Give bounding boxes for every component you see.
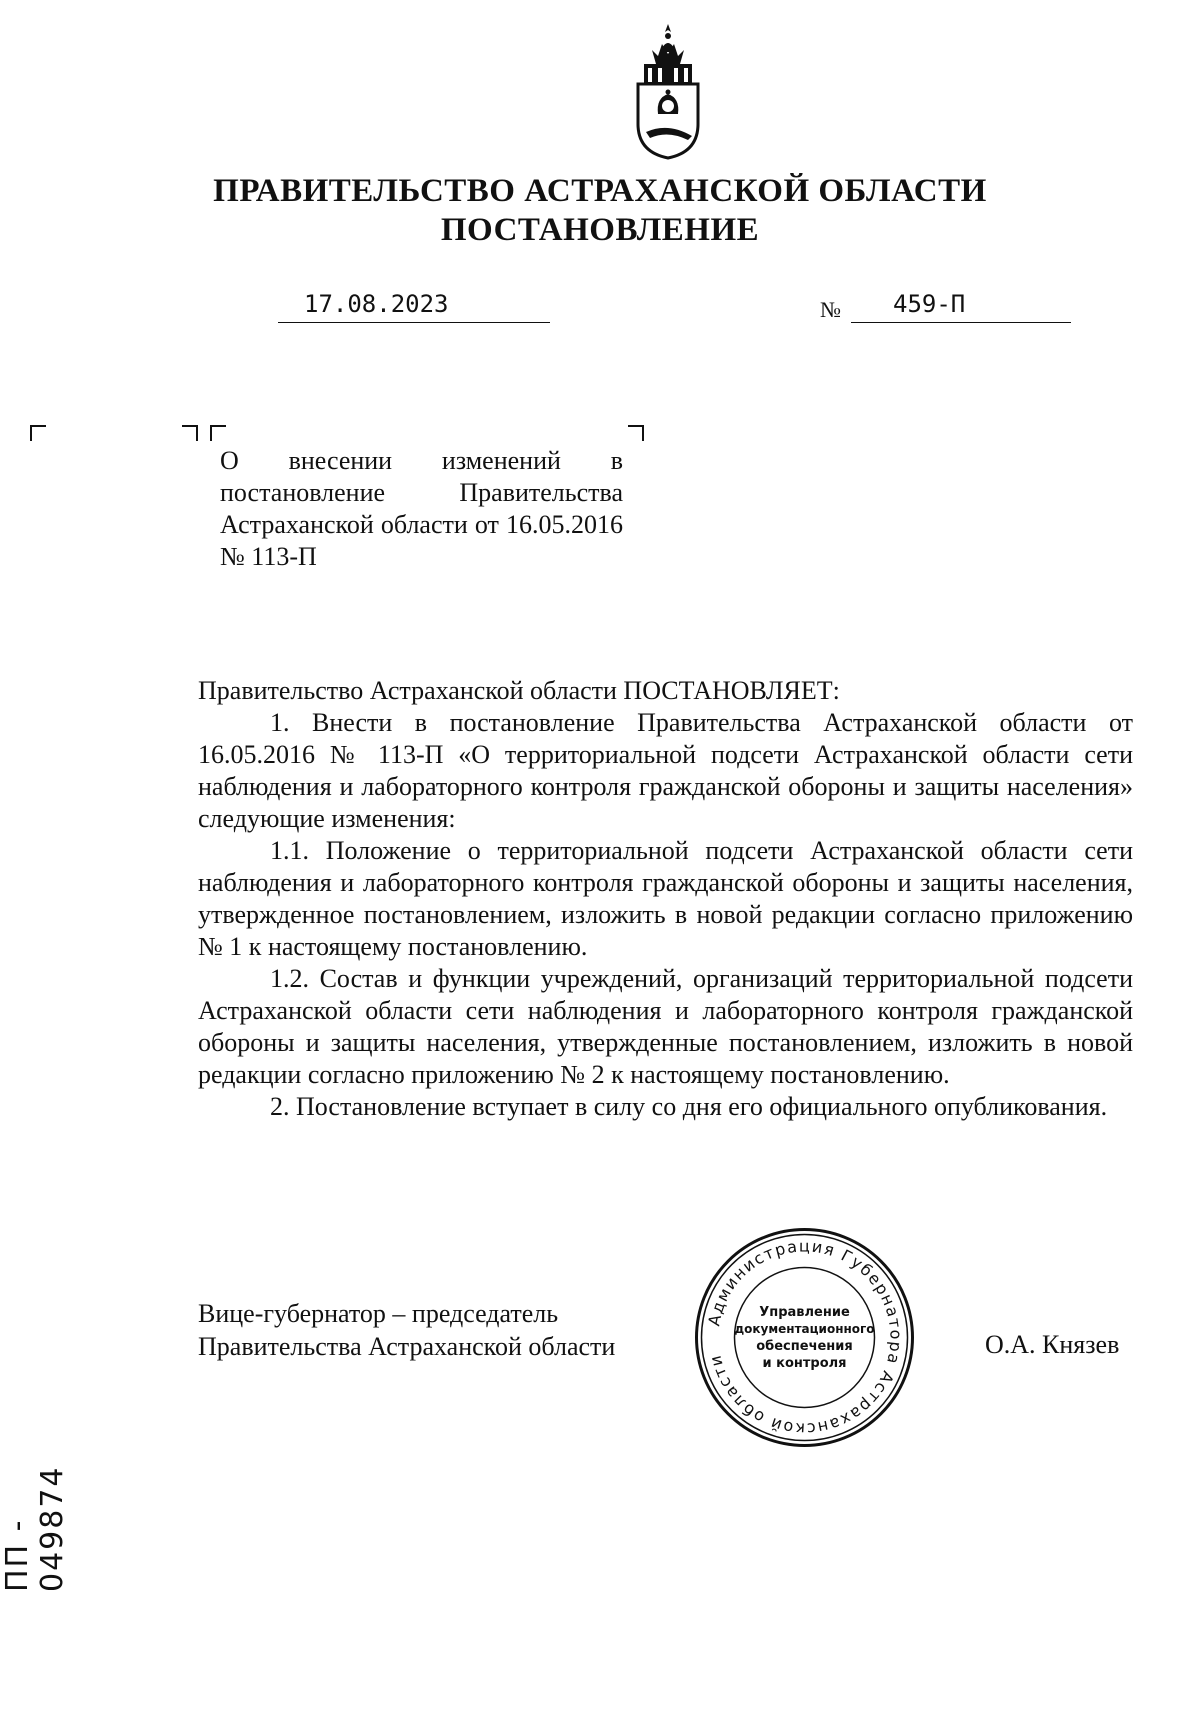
signer-position-line: Правительства Астраханской области — [198, 1332, 616, 1361]
signer-position-line: Вице-губернатор – председатель — [198, 1299, 559, 1328]
paragraph: 1.1. Положение о территориальной подсети Астраханской области сети наблюдения и лабораторного контроля гражданской обороны и защиты населения, утвержденное постановлением, изложить в новой редакции согласно приложению № 1 к настоящему постановлению. — [198, 836, 1133, 961]
corner-mark — [182, 425, 198, 441]
corner-mark — [210, 425, 226, 441]
body-intro: Правительство Астраханской области ПОСТАНОВЛЯЕТ: — [198, 676, 840, 705]
signer-position — [198, 1297, 615, 1363]
signer-name: О.А. Князев — [985, 1330, 1120, 1359]
paragraph: 1. Внести в постановление Правительства Астраханской области от 16.05.2016 № 113-П «О территориальной подсети Астраханской области сети наблюдения и лабораторного контроля гражданской обороны и защиты населения» следующие изменения: — [198, 708, 1133, 833]
date-field — [278, 290, 550, 323]
side-serial-code: ПП - 049874 — [0, 1465, 70, 1592]
body-paragraphs — [198, 707, 1133, 1123]
number-sign: № — [820, 297, 841, 322]
document-subject: О внесении изменений в постановление Правительства Астраханской области от 16.05.2016 № 113-П — [220, 446, 623, 571]
svg-text:Администрация Губернатора Астр: Администрация Губернатора Астраханской области — [704, 1236, 906, 1439]
coat-of-arms-icon — [632, 22, 704, 160]
corner-mark — [30, 425, 46, 441]
paragraph: 1.2. Состав и функции учреждений, организаций территориальной подсети Астраханской области сети наблюдения и лабораторного контроля гражданской обороны и защиты населения, утвержденные постановлением, изложить в новой редакции согласно приложению № 2 к настоящему постановлению. — [198, 964, 1133, 1089]
document-date: 17.08.2023 — [304, 290, 449, 318]
svg-text:обеспечения: обеспечения — [756, 1339, 853, 1354]
number-field — [851, 290, 1071, 323]
svg-text:Управление: Управление — [759, 1305, 850, 1320]
svg-text:документационного: документационного — [734, 1322, 875, 1336]
svg-text:и контроля: и контроля — [762, 1356, 847, 1371]
official-stamp — [692, 1225, 917, 1450]
corner-mark — [628, 425, 644, 441]
document-type: ПОСТАНОВЛЕНИЕ — [440, 212, 760, 248]
document-number: 459-П — [893, 290, 966, 318]
paragraph: 2. Постановление вступает в силу со дня его официального опубликования. — [270, 1092, 1108, 1121]
government-name: ПРАВИТЕЛЬСТВО АСТРАХАНСКОЙ ОБЛАСТИ — [213, 173, 987, 209]
